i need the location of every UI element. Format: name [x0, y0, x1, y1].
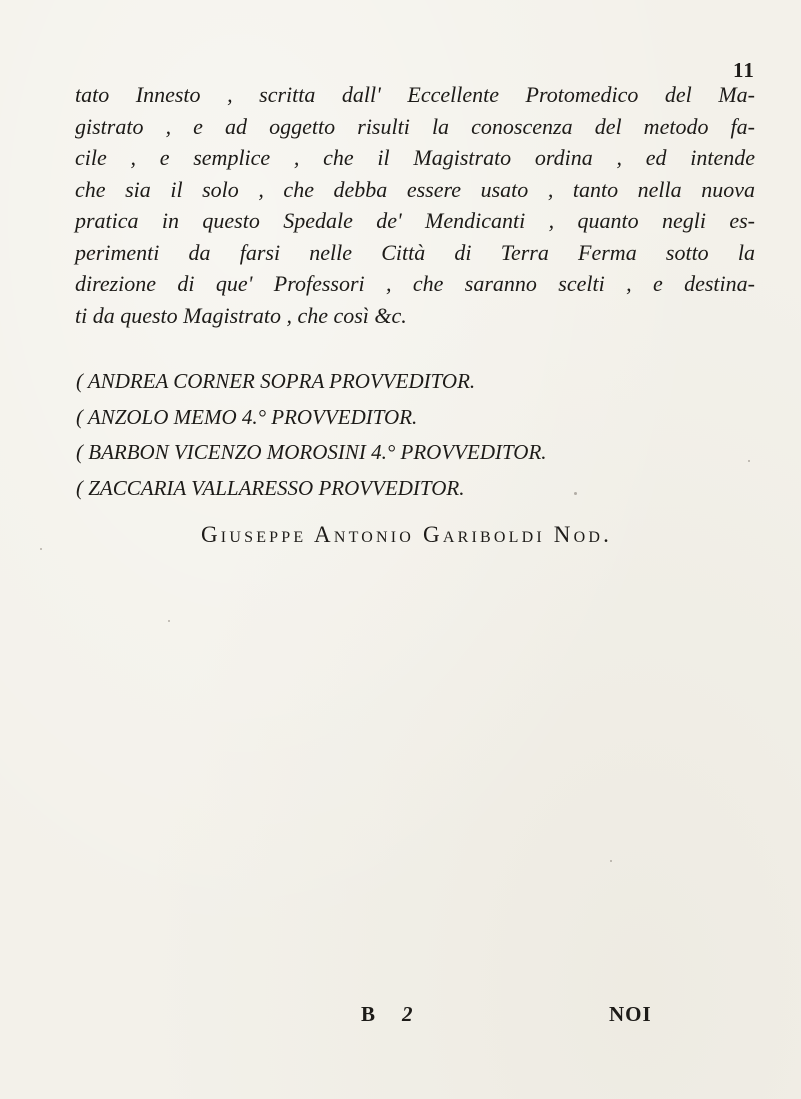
body-line: direzione di que' Professori , che saranno scelti , e destina-: [75, 271, 755, 296]
signatory-line: ( BARBON VICENZO MOROSINI 4.° PROVVEDITOR.: [76, 440, 547, 464]
signatory-line: ( ANZOLO MEMO 4.° PROVVEDITOR.: [76, 404, 418, 429]
signature-mark-letter: B: [361, 1002, 376, 1026]
signatory-line: ( ZACCARIA VALLARESSO PROVVEDITOR.: [76, 475, 465, 500]
body-line: che sia il solo , che debba essere usato , tanto nella nuova: [75, 176, 755, 202]
paper-speck: [168, 620, 170, 622]
body-line: gistrato , e ad oggetto risulti la conoscenza del metodo fa-: [75, 113, 755, 139]
notary-signature: Giuseppe Antonio Gariboldi Nod.: [201, 522, 613, 547]
body-line: tato Innesto , scritta dall' Eccellente Protomedico del Ma-: [75, 82, 755, 107]
paper-speck: [574, 492, 577, 495]
signatories-list: [76, 364, 547, 506]
paper-speck: [610, 860, 612, 862]
catchword: NOI: [609, 1002, 652, 1026]
body-line: perimenti da farsi nelle Città di Terra Ferma sotto la: [75, 239, 755, 265]
paper-speck: [40, 548, 42, 550]
signature-mark-number: 2: [402, 1002, 413, 1026]
paper-speck: [748, 460, 750, 462]
body-line: cile , e semplice , che il Magistrato ordina , ed intende: [75, 145, 755, 170]
body-paragraph: [75, 79, 755, 331]
body-line: ti da questo Magistrato , che così &c.: [75, 302, 407, 328]
page-number: 11: [733, 58, 755, 82]
body-line: pratica in questo Spedale de' Mendicanti , quanto negli es-: [75, 208, 755, 233]
signatory-line: ( ANDREA CORNER SOPRA PROVVEDITOR.: [76, 369, 476, 393]
